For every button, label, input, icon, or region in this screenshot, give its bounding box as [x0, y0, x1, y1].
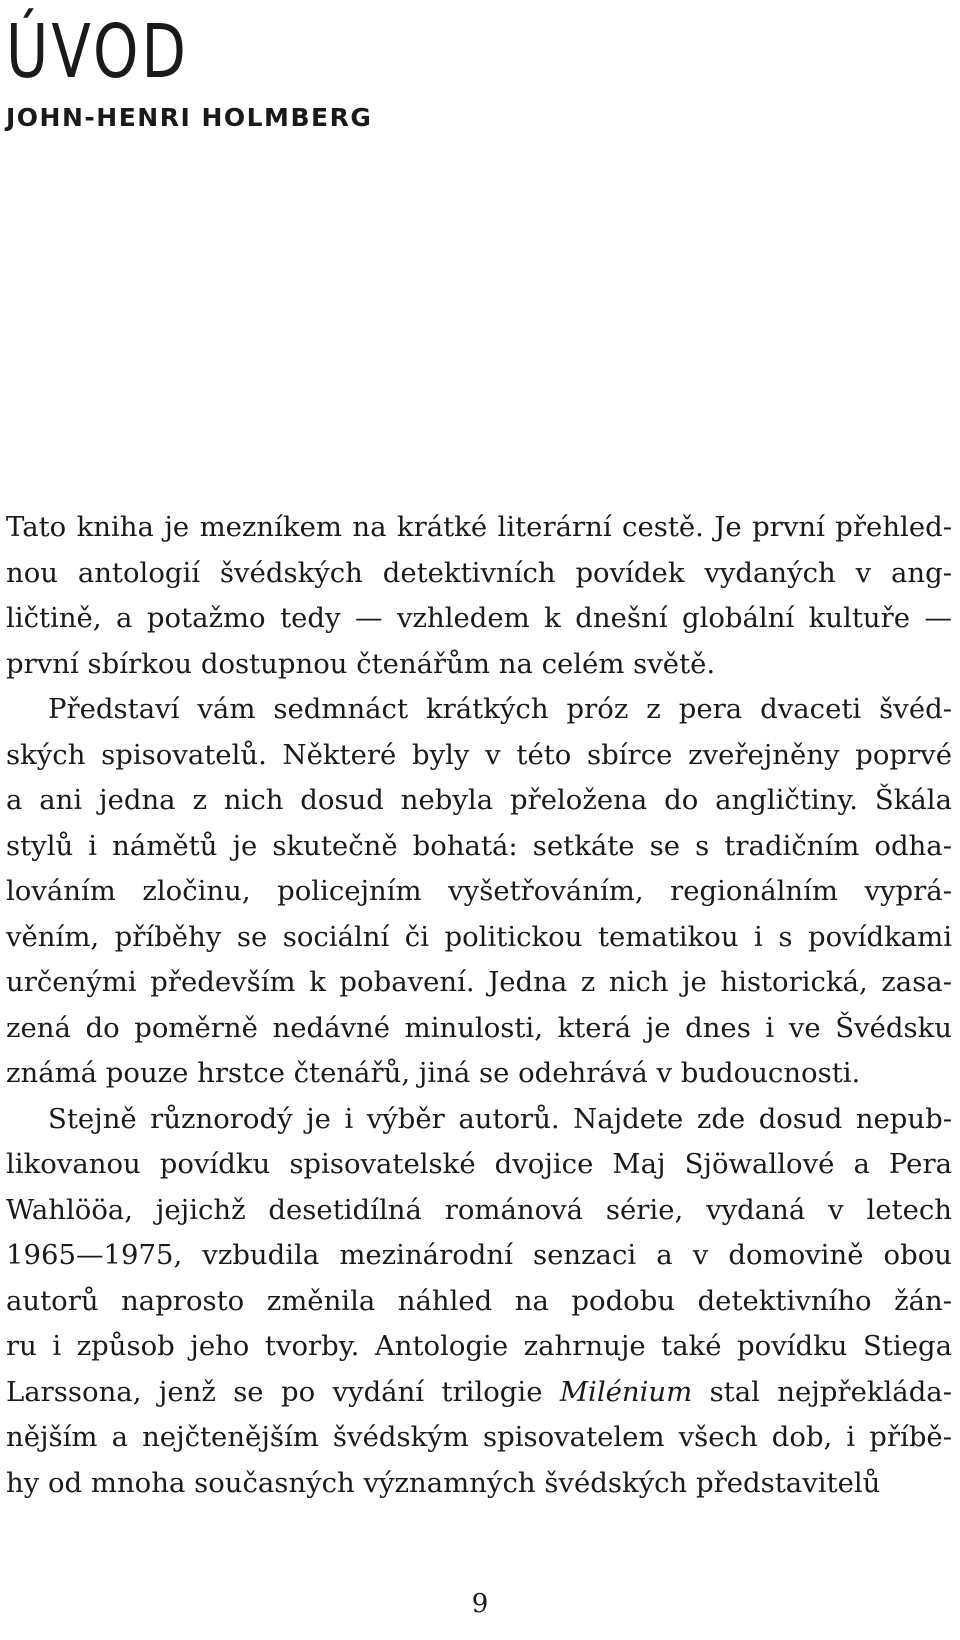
- text-line-with-italic: [6, 1370, 952, 1416]
- text-line: ru i způsob jeho tvorby. Antologie zahrnuje také povídku Stiega: [6, 1330, 952, 1362]
- text-line: 1965—1975, vzbudila mezinárodní senzaci a v domovině obou: [6, 1239, 952, 1271]
- text-line: hy od mnoha současných významných švédských představitelů: [6, 1466, 881, 1499]
- text-line: ských spisovatelů. Některé byly v této sbírce zveřejněny poprvé: [6, 738, 952, 771]
- text-line: likovanou povídku spisovatelské dvojice Maj Sjöwallové a Pera: [6, 1148, 952, 1180]
- text-line: Tato kniha je mezníkem na krátké literární cestě. Je první přehled-: [6, 511, 952, 543]
- text-line: Wahlööa, jejichž desetidílná románová série, vydaná v letech: [6, 1193, 952, 1226]
- text-segment: Larssona, jenž se po vydání trilogie: [6, 1375, 560, 1408]
- text-line: určenými především k pobavení. Jedna z nich je historická, zasa-: [6, 966, 952, 998]
- text-line: zená do poměrně nedávné minulosti, která je dnes i ve Švédsku: [6, 1011, 952, 1044]
- text-line: Stejně různorodý je i výběr autorů. Najdete zde dosud nepub-: [48, 1102, 952, 1135]
- text-line: Představí vám sedmnáct krátkých próz z pera dvaceti švéd-: [48, 693, 952, 725]
- text-segment: stal nejpřekláda-: [692, 1375, 952, 1408]
- text-line: stylů i námětů je skutečně bohatá: setkáte se s tradičním odha-: [6, 829, 952, 862]
- text-line: věním, příběhy se sociální či politickou tematikou i s povídkami: [6, 920, 952, 953]
- page-number: 9: [471, 1589, 489, 1619]
- text-line: nějším a nejčtenějším švédským spisovatelem všech dob, i příbě-: [6, 1421, 952, 1453]
- text-line: první sbírkou dostupnou čtenářům na celém světě.: [6, 647, 716, 680]
- text-line: lováním zločinu, policejním vyšetřováním, regionálním vyprá-: [6, 875, 952, 907]
- text-line: autorů naprosto změnila náhled na podobu detektivního žán-: [6, 1284, 952, 1317]
- text-line: nou antologií švédských detektivních povídek vydaných v ang-: [6, 556, 952, 589]
- chapter-body: [6, 505, 952, 1506]
- text-line: ličtině, a potažmo tedy — vzhledem k dnešní globální kultuře —: [6, 602, 952, 634]
- chapter-author: JOHN-HENRI HOLMBERG: [6, 103, 373, 132]
- chapter-title: ÚVOD: [6, 9, 190, 95]
- text-line: a ani jedna z nich dosud nebyla přeložena do angličtiny. Škála: [6, 784, 952, 816]
- book-title-italic: Milénium: [559, 1375, 693, 1408]
- text-line: známá pouze hrstce čtenářů, jiná se odehrává v budoucnosti.: [6, 1057, 861, 1089]
